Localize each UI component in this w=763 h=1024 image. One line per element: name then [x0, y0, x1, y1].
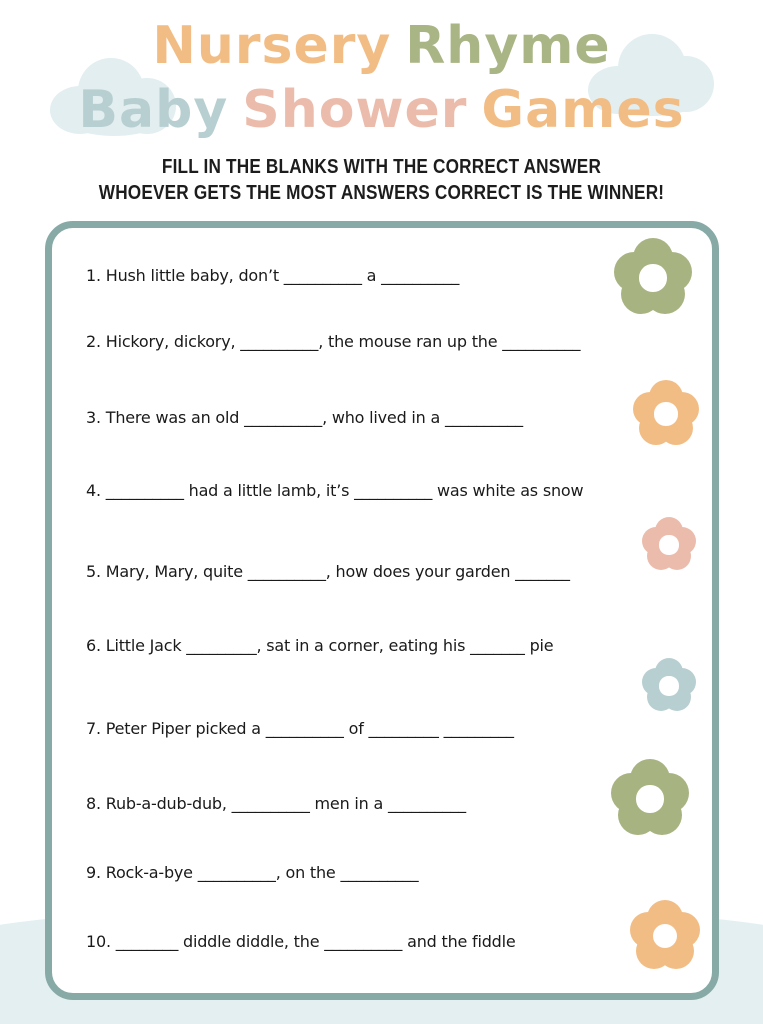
question-6: 6. Little Jack _________, sat in a corner, eating his _______ pie	[86, 636, 554, 655]
flower-icon	[641, 658, 697, 714]
instruction-line-1: FILL IN THE BLANKS WITH THE CORRECT ANSWER	[161, 156, 602, 178]
flower-icon	[629, 900, 701, 972]
question-1: 1. Hush little baby, don’t __________ a __________	[86, 266, 460, 285]
flower-center	[636, 785, 663, 812]
question-3: 3. There was an old __________, who lived in a __________	[86, 408, 523, 427]
title-line-2	[0, 80, 763, 140]
flower-center	[659, 535, 678, 554]
title-word-nursery: Nursery	[152, 16, 392, 76]
question-9: 9. Rock-a-bye __________, on the __________	[86, 863, 419, 882]
flower-center	[639, 264, 666, 291]
title-word-rhyme: Rhyme	[405, 16, 611, 76]
question-7: 7. Peter Piper picked a __________ of _________ _________	[86, 719, 514, 738]
instruction-line-2: WHOEVER GETS THE MOST ANSWERS CORRECT IS THE WINNER!	[98, 182, 665, 204]
flower-icon	[610, 759, 690, 839]
question-2: 2. Hickory, dickory, __________, the mouse ran up the __________	[86, 332, 581, 351]
flower-center	[654, 402, 677, 425]
question-10: 10. ________ diddle diddle, the __________ and the fiddle	[86, 932, 516, 951]
question-5: 5. Mary, Mary, quite __________, how does your garden _______	[86, 562, 570, 581]
flower-icon	[632, 380, 700, 448]
flower-center	[659, 676, 678, 695]
title-word-games: Games	[481, 80, 685, 140]
title-word-shower: Shower	[242, 80, 468, 140]
flower-icon	[613, 238, 693, 318]
title-word-baby: Baby	[78, 80, 229, 140]
title-line-1	[0, 16, 763, 76]
question-4: 4. __________ had a little lamb, it’s __________ was white as snow	[86, 481, 584, 500]
question-8: 8. Rub-a-dub-dub, __________ men in a __________	[86, 794, 466, 813]
flower-icon	[641, 517, 697, 573]
